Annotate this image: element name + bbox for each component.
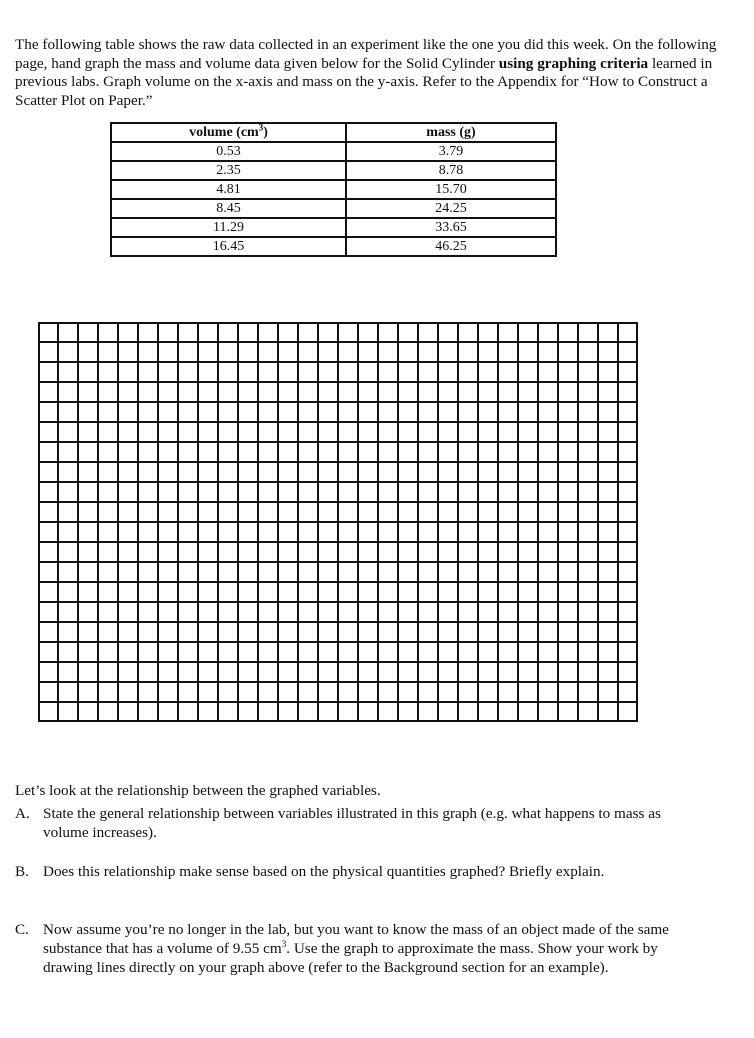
table-row	[111, 218, 556, 237]
table-row	[111, 199, 556, 218]
mass-cell: 8.78	[346, 161, 556, 180]
questions-intro: Let’s look at the relationship between the graphed variables.	[15, 782, 381, 799]
instructions-paragraph	[15, 36, 740, 110]
question-c-label: C.	[15, 921, 29, 938]
raw-data-table	[110, 122, 557, 257]
table-row	[111, 142, 556, 161]
volume-cell: 11.29	[111, 218, 346, 237]
mass-cell: 3.79	[346, 142, 556, 161]
question-c-text: Now assume you’re no longer in the lab, but you want to know the mass of an object made of the same substance that has a volume of 9.55 $cm^3$. Use the graph to approximate the mass. Show your work by drawing lines directly on your graph above (refer to the Background section for an example).	[43, 921, 669, 976]
volume-cell: 8.45	[111, 199, 346, 218]
table-row	[111, 161, 556, 180]
mass-cell: 24.25	[346, 199, 556, 218]
instructions-bold-text: using graphing criteria	[498, 54, 649, 72]
mass-column-header: mass (g)	[346, 123, 556, 142]
instructions-text-1: The following table shows the raw data collected in an experiment like the one you did this week. On the following page, hand graph the mass and volume data given below for the Solid Cylinder	[15, 36, 717, 72]
question-b	[15, 862, 685, 881]
volume-cell: 2.35	[111, 161, 346, 180]
question-a	[15, 804, 685, 842]
question-c	[15, 920, 685, 977]
graph-paper-grid[interactable]	[38, 322, 638, 722]
table-row	[111, 180, 556, 199]
question-b-label: B.	[15, 863, 29, 880]
instructions-text-2: learned in previous labs. Graph volume on the x-axis and mass on the y-axis. Refer to the Appendix for “How to Construct a Scatter Plot on Paper.”	[15, 54, 713, 109]
volume-cell: 0.53	[111, 142, 346, 161]
volume-column-header: volume $(cm^3)$	[111, 123, 346, 142]
volume-cell: 4.81	[111, 180, 346, 199]
question-b-text: Does this relationship make sense based on the physical quantities graphed? Briefly explain.	[43, 863, 605, 880]
volume-cell: 16.45	[111, 237, 346, 256]
table-header-row	[111, 123, 556, 142]
mass-cell: 46.25	[346, 237, 556, 256]
mass-cell: 15.70	[346, 180, 556, 199]
mass-cell: 33.65	[346, 218, 556, 237]
table-row	[111, 237, 556, 256]
question-a-text: State the general relationship between variables illustrated in this graph (e.g. what happens to mass as volume increases).	[43, 805, 661, 841]
question-a-label: A.	[15, 805, 30, 822]
